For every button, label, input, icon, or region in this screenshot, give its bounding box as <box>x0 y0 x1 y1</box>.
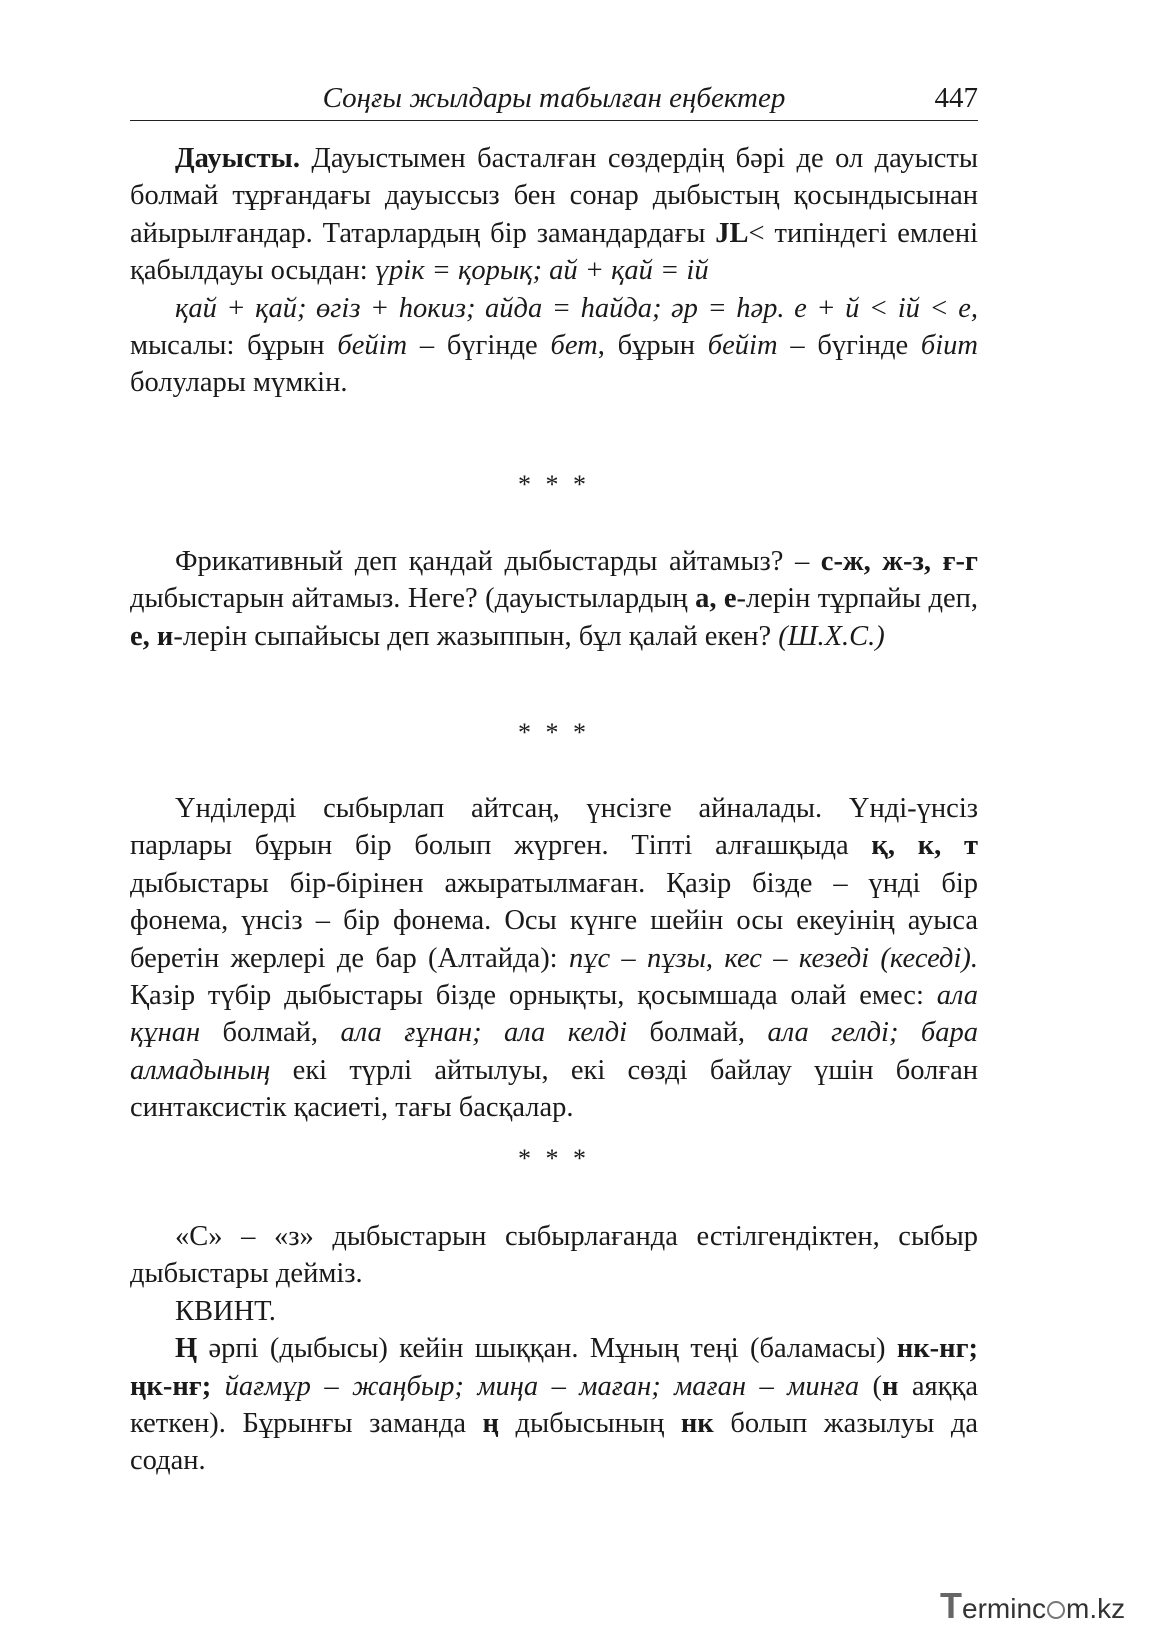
text: дыбыстары бір-бірінен ажыратылмаған. Қазір бізде – үнді бір фонема, үнсіз – бір фонема. Осы күнге шейін осы екеуінің ауыса беретін жерлері де бар (Алтайда): <box>130 867 978 974</box>
text: әрпі (дыбысы) кейін шыққан. Мұның теңі (баламасы) <box>197 1333 897 1365</box>
example-italic: біит <box>920 330 979 362</box>
bold-letter: Ң <box>175 1333 198 1365</box>
text: -лерін тұрпайы деп, <box>736 583 978 615</box>
section-separator: * * * <box>518 718 590 747</box>
text: < типіндегі емлені қабылдауы осыдан: <box>130 217 978 287</box>
text: – бүгінде <box>777 330 921 362</box>
heading-vowels: Дауысты. <box>175 143 300 174</box>
magnifier-icon <box>1047 1601 1065 1619</box>
example-italic: бейіт <box>707 330 778 362</box>
text: екі түрлі айтылуы, екі сөзді байлау үшін болған синтаксистік қасиеті, тағы басқалар. <box>130 1054 978 1124</box>
paragraph-sibilants <box>130 1218 978 1480</box>
text: болмай, <box>200 1017 341 1049</box>
header-title: Соңғы жылдары табылған еңбектер <box>322 82 786 114</box>
text: аяққа кеткен). Бұрынғы заманда <box>130 1370 978 1440</box>
text: ( <box>859 1370 883 1402</box>
example-italic: бет <box>550 330 598 362</box>
text: болмай, <box>627 1017 768 1049</box>
text: Дауыстымен басталған сөздердің бәрі де ол дауысты болмай тұрғандағы дауыссыз бен сонар дыбыстың қосындысынан айырылғандар. Татарлардың бір замандардағы <box>130 143 978 249</box>
kvint-label: КВИНТ. <box>175 1295 276 1327</box>
paragraph-voiced <box>130 790 978 1127</box>
bold-text: қ, к, т <box>871 830 978 862</box>
paragraph-vowels <box>130 140 978 402</box>
logo-letter: T <box>940 1585 962 1626</box>
example-italic: үрік = қорық; ай + қай = ій <box>374 255 709 287</box>
bold-text: нк <box>680 1408 714 1440</box>
running-header <box>130 80 978 121</box>
text: дыбысының <box>498 1408 681 1440</box>
termincom-logo <box>940 1585 1140 1630</box>
example-italic: қай + қай; өгіз + һокиз; айда = һайда; әр = һәр. е + й < ій < е, <box>175 292 978 324</box>
text: Фрикативный деп қандай дыбыстарды айтамыз? – <box>175 546 821 577</box>
bold-text: а, е <box>695 583 737 615</box>
example-italic: йағмұр – жаңбыр; миңа – маған; маған – минға <box>211 1370 860 1402</box>
paragraph-fricatives <box>130 543 978 655</box>
bold-letter: ң <box>482 1408 499 1440</box>
page-number: 447 <box>934 82 978 114</box>
example-italic: ала құнан <box>130 980 978 1049</box>
logo-text: erminc <box>962 1593 1047 1624</box>
text: – бүгінде <box>407 330 551 362</box>
text: болып жазылуы да содан. <box>130 1408 978 1477</box>
text: -лерін сыпайысы деп жазыппын, бұл қалай екен? <box>173 620 779 652</box>
bold-text: е, и <box>130 620 174 652</box>
example-italic: бейіт <box>337 330 408 362</box>
example-italic: пұс – пұзы, кес – кезеді (кеседі). <box>568 942 978 974</box>
example-italic: ала гелді; бара алмадының <box>130 1017 979 1086</box>
text: мысалы: бұрын <box>130 330 338 362</box>
text: дыбыстарын айтамыз. Неге? (дауыстылардың <box>130 583 696 615</box>
bold-letter: н <box>882 1370 899 1402</box>
bold-text: с-ж, ж-з, ғ-г <box>820 546 978 577</box>
section-separator: * * * <box>518 470 590 499</box>
logo-text: m.kz <box>1066 1593 1126 1624</box>
section-separator: * * * <box>518 1144 590 1173</box>
sibilant-text: «С» – «з» дыбыстарын сыбырлағанда естілгендіктен, сыбыр дыбыстары дейміз. <box>130 1221 978 1290</box>
text: , бұрын <box>597 330 708 362</box>
text: Үнділерді сыбырлап айтсаң, үнсізге айналады. Үнді-үнсіз парлары бұрын бір болып жүрген. Тіпті алғашқыда <box>130 793 978 862</box>
bold-text: нк-нг; ңк-нғ; <box>130 1333 978 1402</box>
bold-jl: JL <box>715 217 749 249</box>
text: Қазір түбір дыбыстары бізде орнықты, қосымшада олай емес: <box>130 980 937 1012</box>
author-initials: (Ш.Х.С.) <box>778 620 885 652</box>
text: болулары мүмкін. <box>130 367 348 399</box>
example-italic: ала ғұнан; ала келді <box>340 1017 628 1049</box>
